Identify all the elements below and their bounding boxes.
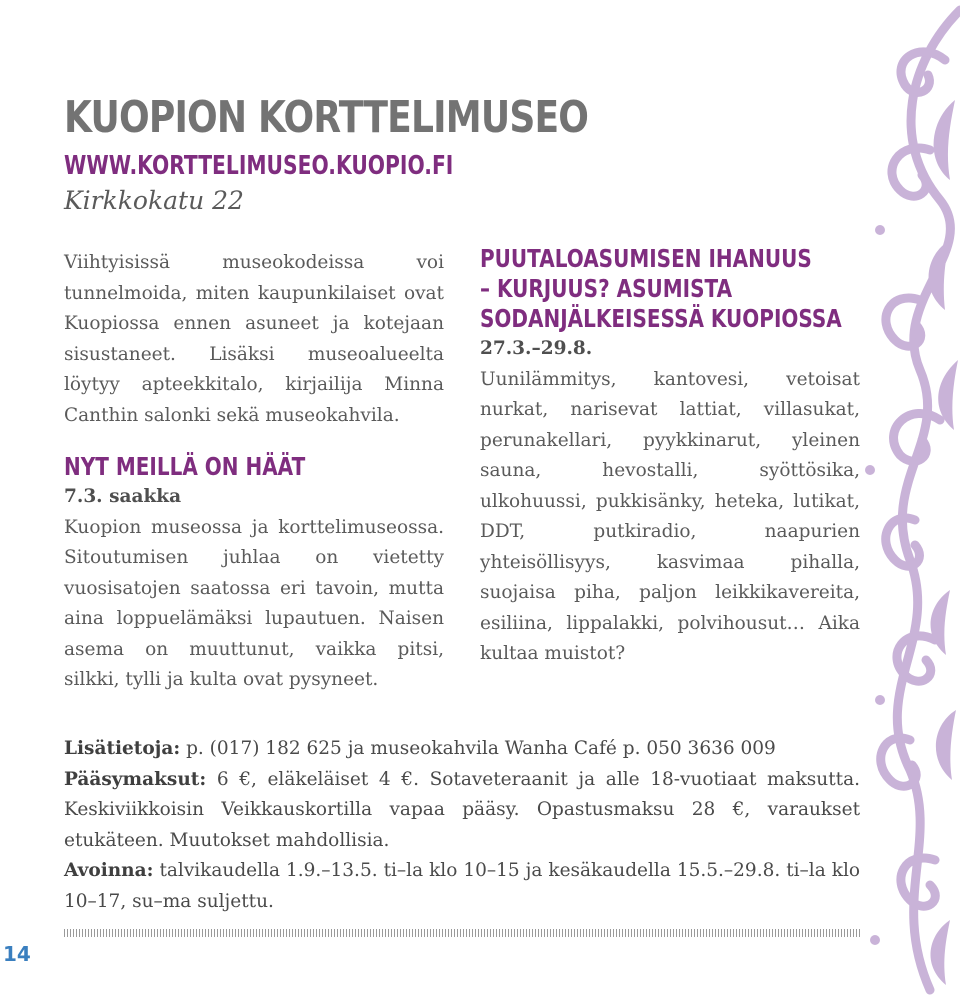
page-number: 14 xyxy=(3,942,31,966)
contact-info xyxy=(64,734,860,765)
left-column xyxy=(64,248,444,696)
dotted-divider xyxy=(64,929,860,937)
address: Kirkkokatu 22 xyxy=(64,186,244,215)
right-column xyxy=(480,244,860,670)
contact-text: p. (017) 182 625 ja museokahvila Wanha Café p. 050 3636 009 xyxy=(186,738,776,759)
exhibition-heading-line-3: SODANJÄLKEISESSÄ KUOPIOSSA xyxy=(480,304,842,333)
exhibition-heading-line-1: PUUTALOASUMISEN IHANUUS xyxy=(480,244,812,273)
exhibition-body-housing: Uunilämmitys, kantovesi, vetoisat nurkat, narisevat lattiat, villasukat, perunakellari, pyykkinarut, yleinen sauna, hevostalli, syöttösika, ulkohuussi, pukkisänky, heteka, lutikat, DDT, putkiradio, naapurien yhteisöllisyys, kasvimaa pihalla, suojaisa piha, paljon leikkikavereita, esiliina, lippalakki, polvihousut… Aika kultaa muistot? xyxy=(480,368,860,664)
exhibition-dates-weddings: 7.3. saakka xyxy=(64,486,182,507)
fees-text: 6 €, eläkeläiset 4 €. Sotaveteraanit ja alle 18-vuotiaat maksutta. Keskiviikkoisin Veikkauskortilla vapaa pääsy. Opastusmaksu 28 €, varaukset etukäteen. Muutokset mahdollisia. xyxy=(64,768,860,851)
exhibition-dates-housing: 27.3.–29.8. xyxy=(480,338,593,359)
exhibition-heading-weddings: NYT MEILLÄ ON HÄÄT xyxy=(64,452,306,481)
opening-hours xyxy=(64,856,860,917)
website-url[interactable]: WWW.KORTTELIMUSEO.KUOPIO.FI xyxy=(64,151,454,181)
floral-ornament xyxy=(850,0,960,996)
hours-label: Avoinna: xyxy=(64,860,154,881)
contact-label: Lisätietoja: xyxy=(64,738,181,759)
fees-label: Pääsymaksut: xyxy=(64,768,207,790)
page-title: KUOPION KORTTELIMUSEO xyxy=(64,92,589,143)
hours-text: talvikaudella 1.9.–13.5. ti–la klo 10–15 ja kesäkaudella 15.5.–29.8. ti–la klo 10–17, su–ma suljettu. xyxy=(64,860,860,912)
exhibition-body-weddings: Kuopion museossa ja korttelimuseossa. Sitoutumisen juhlaa on vietetty vuosisatojen saatossa eri tavoin, mutta aina loppuelämäksi lupautuen. Naisen asema on muuttunut, vaikka pitsi, silkki, tylli ja kulta ovat pysyneet. xyxy=(64,516,444,690)
visitor-info xyxy=(64,734,860,917)
admission-fees xyxy=(64,765,860,857)
exhibition-heading-line-2: – KURJUUS? ASUMISTA xyxy=(480,274,733,303)
intro-paragraph: Viihtyisissä museokodeissa voi tunnelmoida, miten kaupunkilaiset ovat Kuopiossa ennen asuneet ja kotejaan sisustaneet. Lisäksi museoalueelta löytyy apteekkitalo, kirjailija Minna Canthin salonki sekä museokahvila. xyxy=(64,252,444,426)
